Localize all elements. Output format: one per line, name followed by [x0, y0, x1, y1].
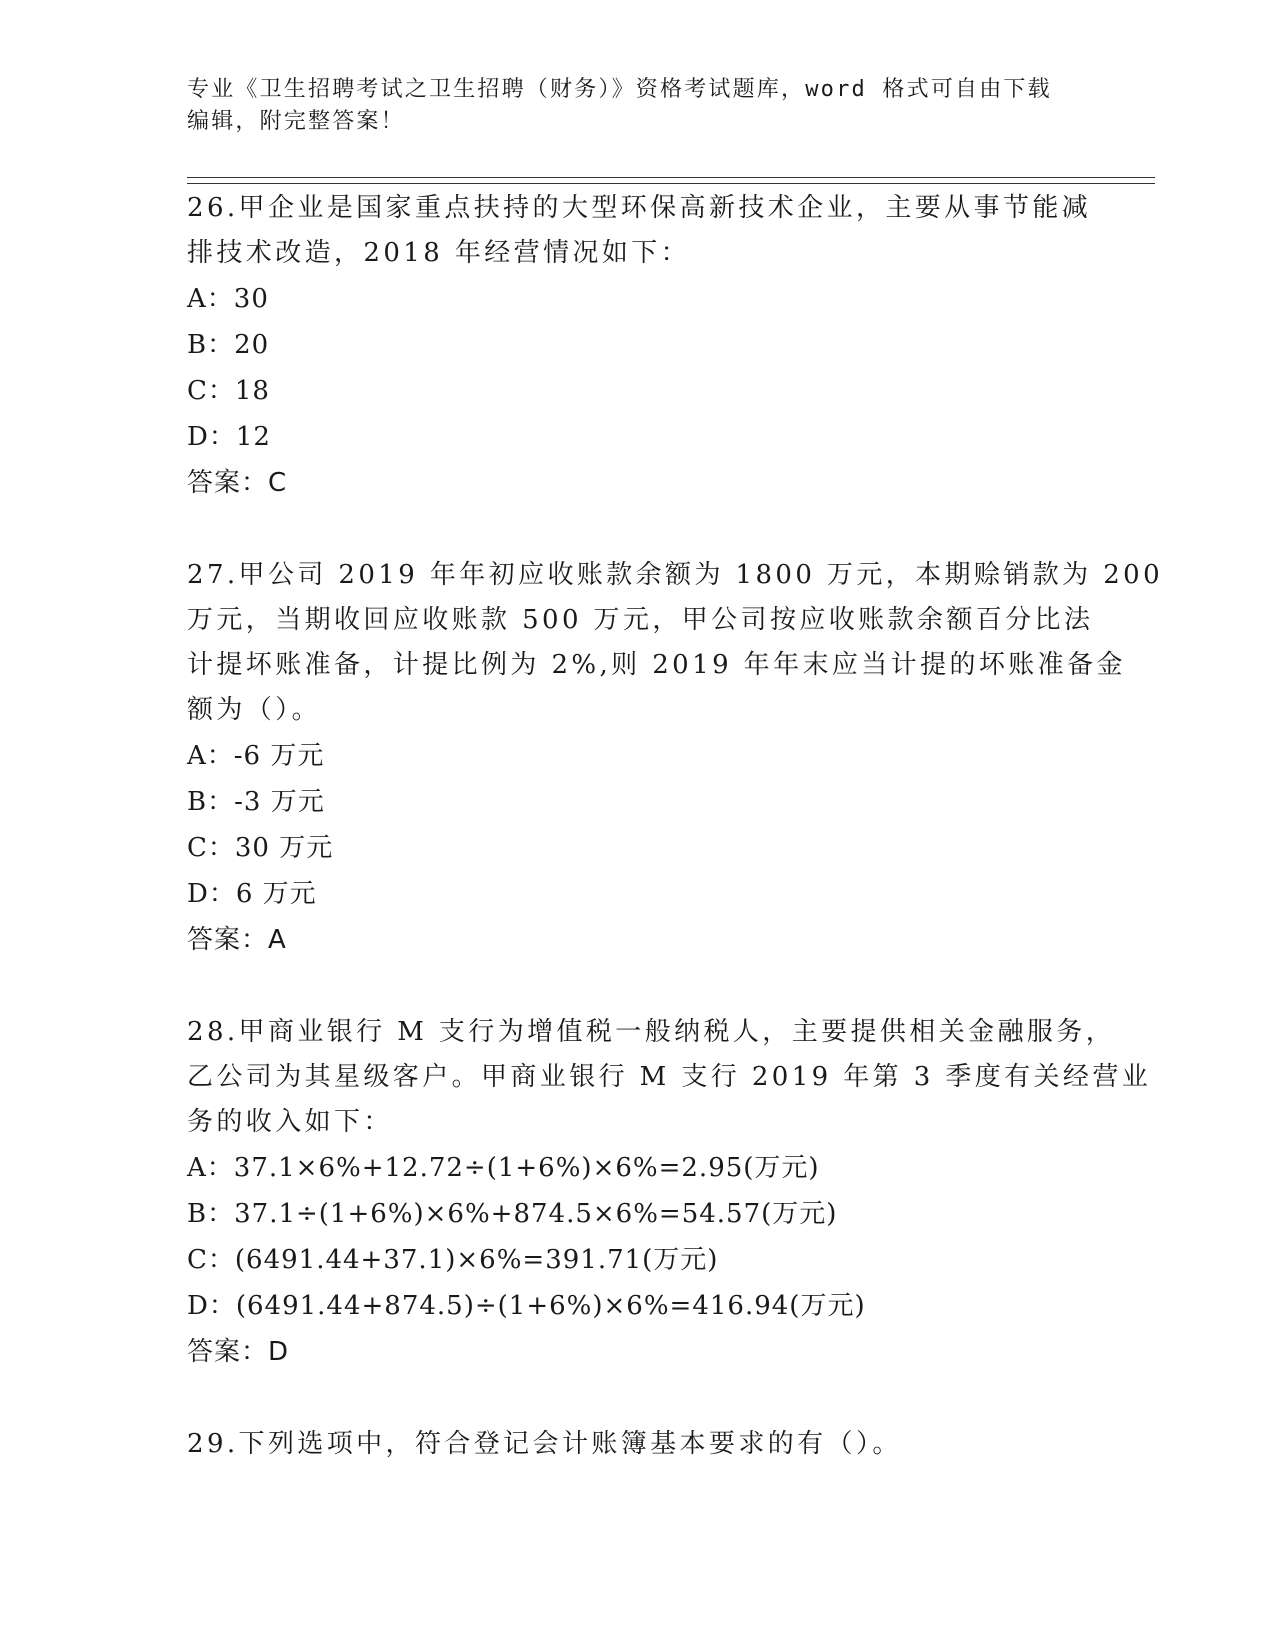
question-text: 乙公司为其星级客户。甲商业银行 M 支行 2019 年第 3 季度有关经营业 — [187, 1062, 1152, 1092]
question-text: 万元，当期收回应收账款 500 万元，甲公司按应收账款余额百分比法 — [187, 605, 1094, 635]
question-27 — [187, 553, 1164, 963]
question-text: 29.下列选项中，符合登记会计账簿基本要求的有（）。 — [187, 1429, 902, 1459]
option-a: A：-6 万元 — [187, 741, 325, 771]
option-c: C：18 — [187, 376, 270, 406]
question-text: 28.甲商业银行 M 支行为增值税一般纳税人，主要提供相关金融服务， — [187, 1017, 1116, 1047]
document-header — [187, 74, 1087, 138]
question-text: 务的收入如下： — [187, 1107, 393, 1137]
question-text: 计提坏账准备，计提比例为 2%,则 2019 年年末应当计提的坏账准备金 — [187, 650, 1126, 680]
question-text: 27.甲公司 2019 年年初应收账款余额为 1800 万元，本期赊销款为 200 — [187, 560, 1164, 590]
option-b: B：-3 万元 — [187, 787, 325, 817]
header-line-1: 专业《卫生招聘考试之卫生招聘（财务）》资格考试题库，word 格式可自由下载 — [187, 77, 1052, 102]
question-text: 26.甲企业是国家重点扶持的大型环保高新技术企业，主要从事节能减 — [187, 193, 1092, 223]
option-a: A：30 — [187, 284, 269, 314]
question-26 — [187, 186, 1092, 506]
answer-line: 答案：C — [187, 468, 288, 498]
option-c: C：30 万元 — [187, 833, 334, 863]
option-a: A：37.1×6%+12.72÷(1+6%)×6%=2.95(万元) — [187, 1153, 820, 1183]
question-list — [187, 186, 1164, 1514]
option-c: C：(6491.44+37.1)×6%=391.71(万元) — [187, 1245, 719, 1275]
option-d: D：(6491.44+874.5)÷(1+6%)×6%=416.94(万元) — [187, 1291, 866, 1321]
option-d: D：6 万元 — [187, 879, 317, 909]
answer-line: 答案：D — [187, 1337, 290, 1367]
header-divider-bottom — [187, 183, 1155, 184]
option-b: B：37.1÷(1+6%)×6%+874.5×6%=54.57(万元) — [187, 1199, 838, 1229]
question-text: 排技术改造，2018 年经营情况如下： — [187, 238, 691, 268]
option-b: B：20 — [187, 330, 270, 360]
option-d: D：12 — [187, 422, 271, 452]
question-29 — [187, 1422, 1087, 1467]
question-text: 额为（）。 — [187, 695, 322, 725]
header-divider-top — [187, 177, 1155, 178]
question-28 — [187, 1010, 1152, 1375]
answer-line: 答案：A — [187, 925, 287, 955]
header-line-2: 编辑，附完整答案！ — [187, 109, 405, 134]
